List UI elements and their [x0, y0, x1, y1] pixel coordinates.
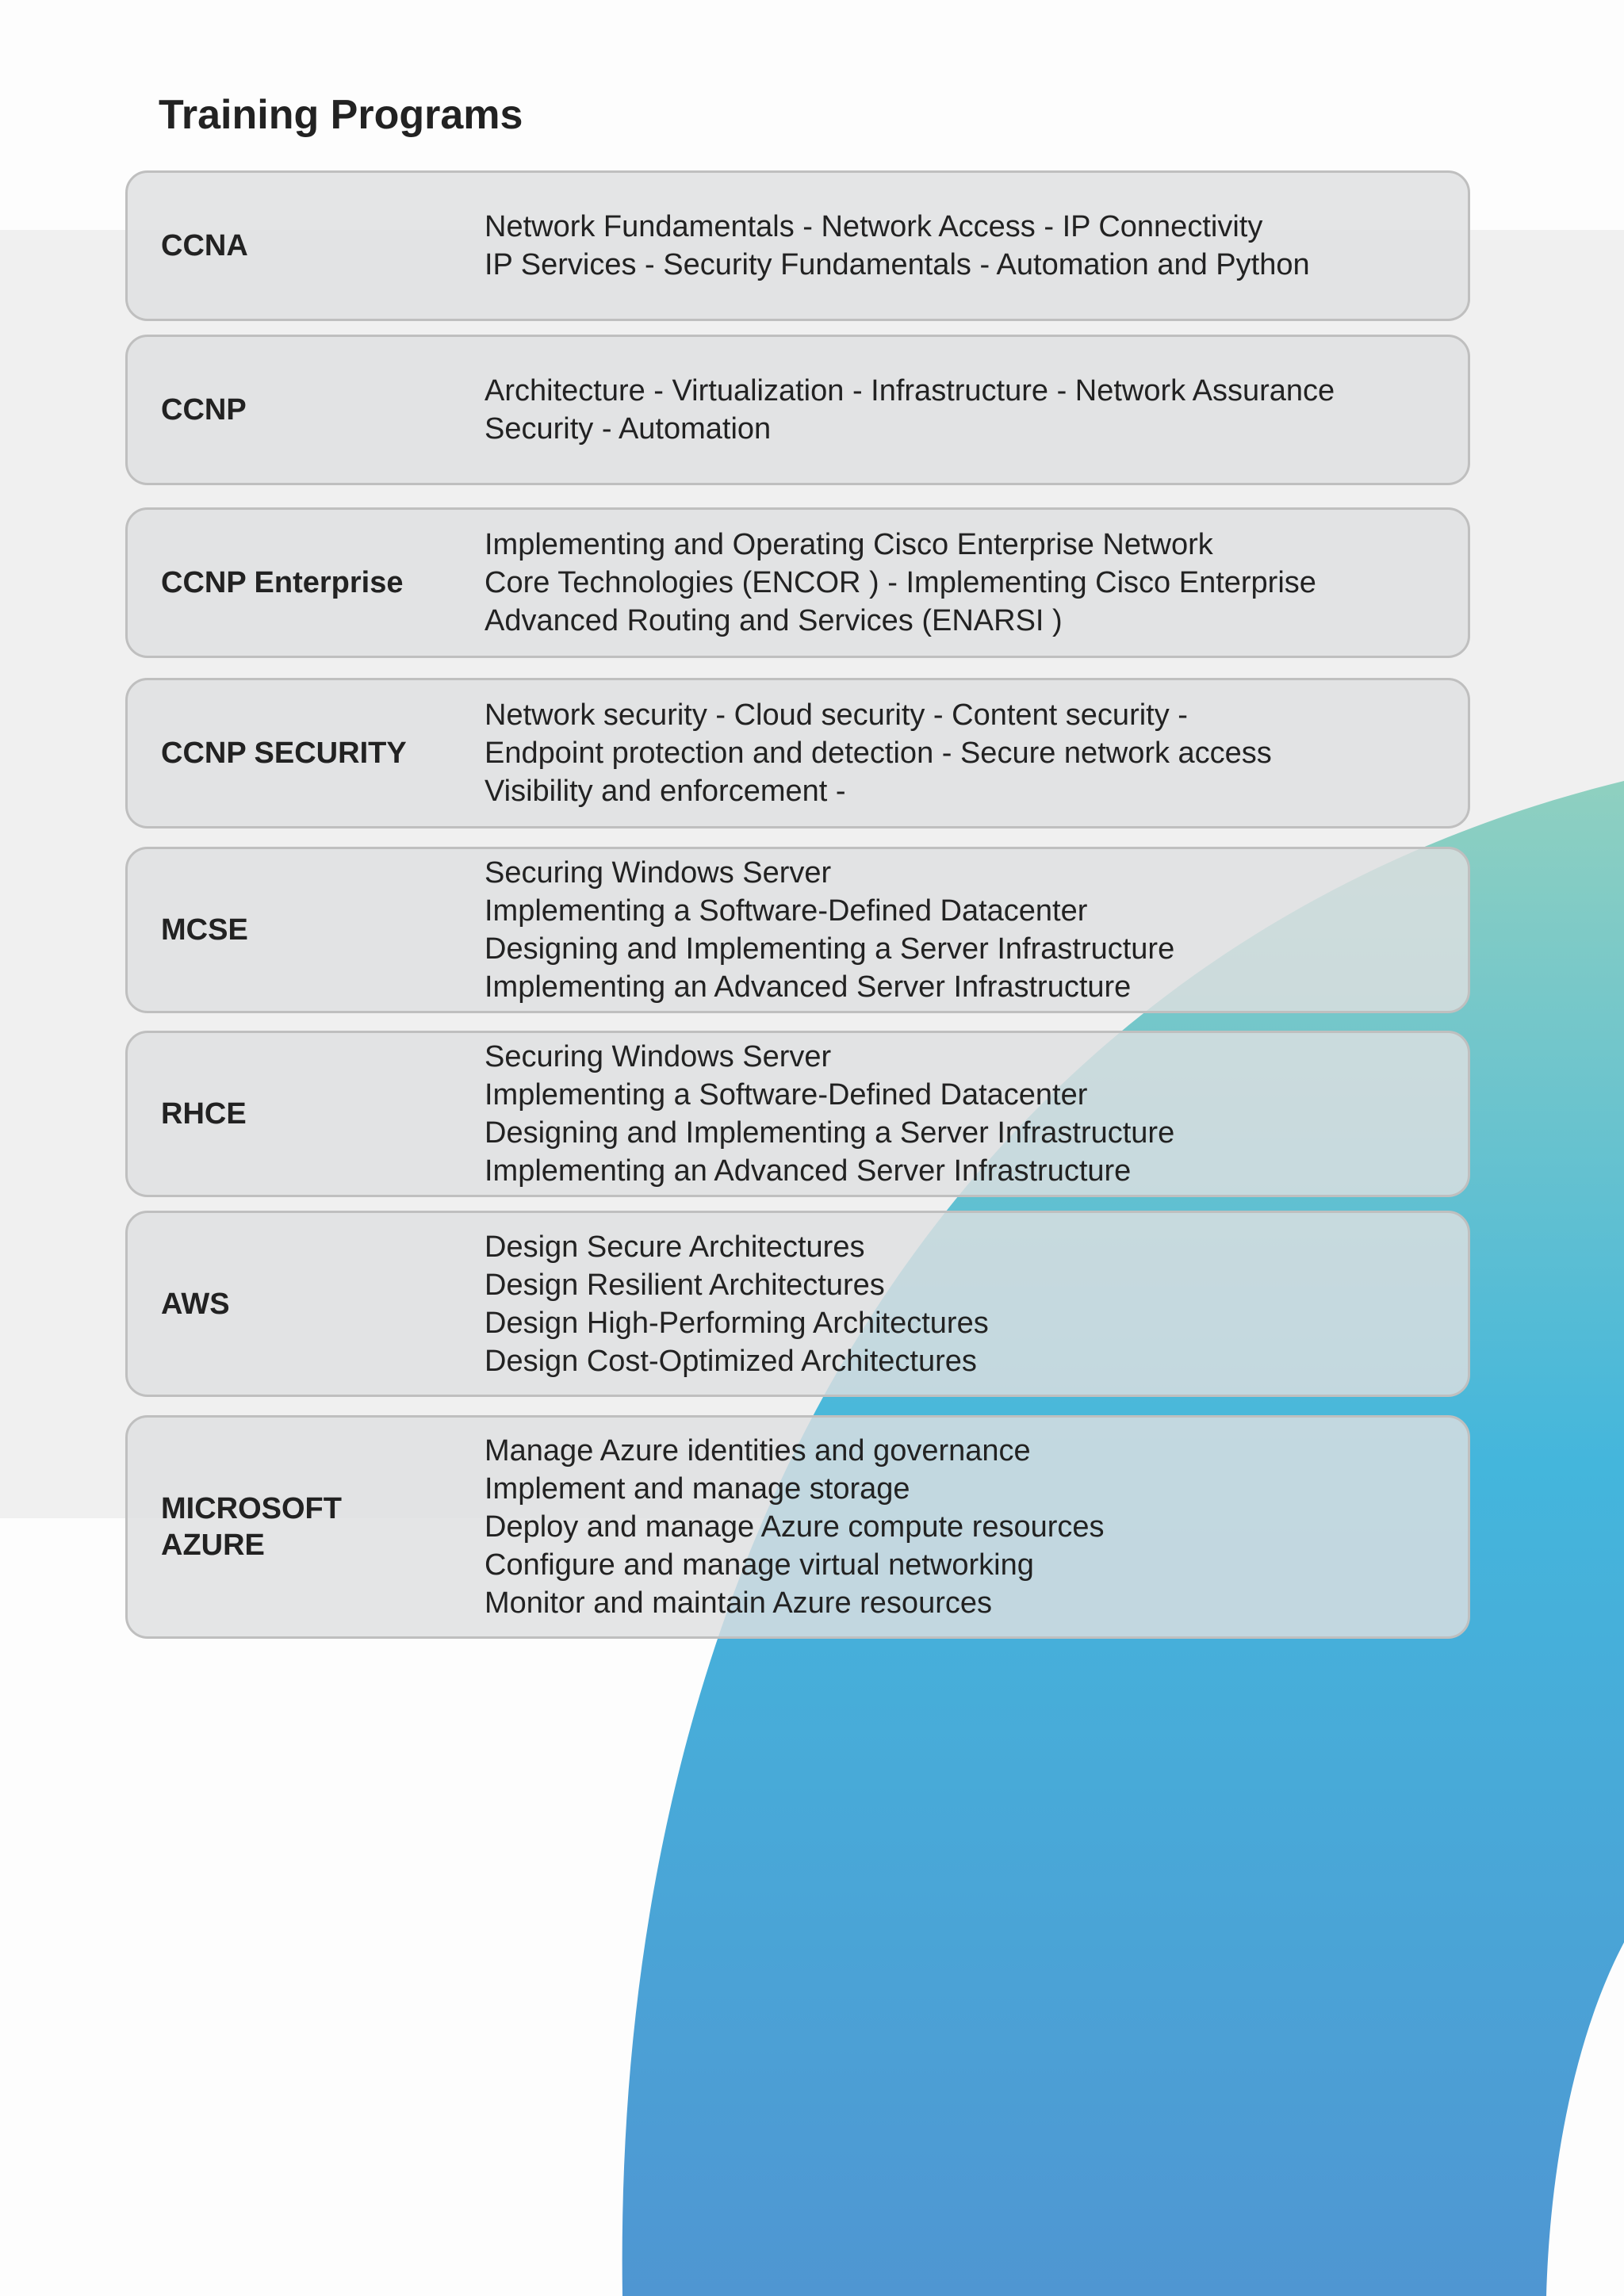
program-topic-line: Deploy and manage Azure compute resources — [485, 1510, 1105, 1544]
program-topic-line: Monitor and maintain Azure resources — [485, 1586, 992, 1620]
program-topic-line: Implementing a Software-Defined Datacenter — [485, 1078, 1088, 1112]
program-topic-line: Implementing an Advanced Server Infrastructure — [485, 970, 1132, 1004]
program-topic-line: Implement and manage storage — [485, 1472, 910, 1506]
program-name: AWS — [161, 1287, 230, 1321]
program-topic-line: Core Technologies (ENCOR ) - Implementing Cisco Enterprise — [485, 566, 1316, 599]
program-topics — [485, 854, 1452, 1006]
program-name: MCSE — [161, 913, 248, 947]
program-name: MICROSOFT AZURE — [161, 1492, 342, 1562]
program-topic-line: Implementing a Software-Defined Datacenter — [485, 894, 1088, 928]
program-topics — [485, 526, 1452, 640]
program-topic-line: Designing and Implementing a Server Infrastructure — [485, 932, 1175, 966]
program-topic-line: Securing Windows Server — [485, 1040, 832, 1073]
program-topic-line: Design High-Performing Architectures — [485, 1306, 989, 1340]
program-card — [125, 335, 1470, 485]
program-topic-line: Security - Automation — [485, 412, 772, 446]
program-name: CCNP Enterprise — [161, 566, 404, 599]
page-title: Training Programs — [159, 92, 523, 138]
program-topics — [485, 1038, 1452, 1190]
program-name: CCNP SECURITY — [161, 737, 407, 770]
program-card — [125, 170, 1470, 321]
program-topic-line: Architecture - Virtualization - Infrastructure - Network Assurance — [485, 374, 1335, 408]
program-name: CCNP — [161, 393, 247, 427]
program-card — [125, 847, 1470, 1013]
program-topic-line: Securing Windows Server — [485, 856, 832, 890]
program-card — [125, 1211, 1470, 1397]
program-card — [125, 678, 1470, 828]
program-topic-line: Design Cost-Optimized Architectures — [485, 1344, 977, 1378]
program-topic-line: Implementing and Operating Cisco Enterprise Network — [485, 528, 1213, 561]
program-topic-line: Visibility and enforcement - — [485, 775, 846, 808]
program-topics — [485, 696, 1452, 810]
program-topics — [485, 208, 1452, 284]
program-topic-line: Design Secure Architectures — [485, 1230, 865, 1264]
program-topic-line: Network security - Cloud security - Content security - — [485, 698, 1188, 732]
program-topic-line: IP Services - Security Fundamentals - Automation and Python — [485, 248, 1310, 281]
program-topic-line: Endpoint protection and detection - Secure network access — [485, 737, 1272, 770]
program-card — [125, 1415, 1470, 1639]
program-name: RHCE — [161, 1097, 247, 1131]
program-topic-line: Network Fundamentals - Network Access - IP Connectivity — [485, 210, 1263, 243]
program-name: CCNA — [161, 229, 248, 262]
program-topic-line: Designing and Implementing a Server Infrastructure — [485, 1116, 1175, 1150]
program-topic-line: Design Resilient Architectures — [485, 1268, 885, 1302]
program-topic-line: Configure and manage virtual networking — [485, 1548, 1034, 1582]
program-topics — [485, 1432, 1452, 1622]
program-topic-line: Advanced Routing and Services (ENARSI ) — [485, 604, 1063, 637]
program-topics — [485, 1228, 1452, 1380]
program-topic-line: Manage Azure identities and governance — [485, 1434, 1031, 1468]
program-topic-line: Implementing an Advanced Server Infrastructure — [485, 1154, 1132, 1188]
program-card — [125, 507, 1470, 658]
program-topics — [485, 372, 1452, 448]
program-card — [125, 1031, 1470, 1197]
